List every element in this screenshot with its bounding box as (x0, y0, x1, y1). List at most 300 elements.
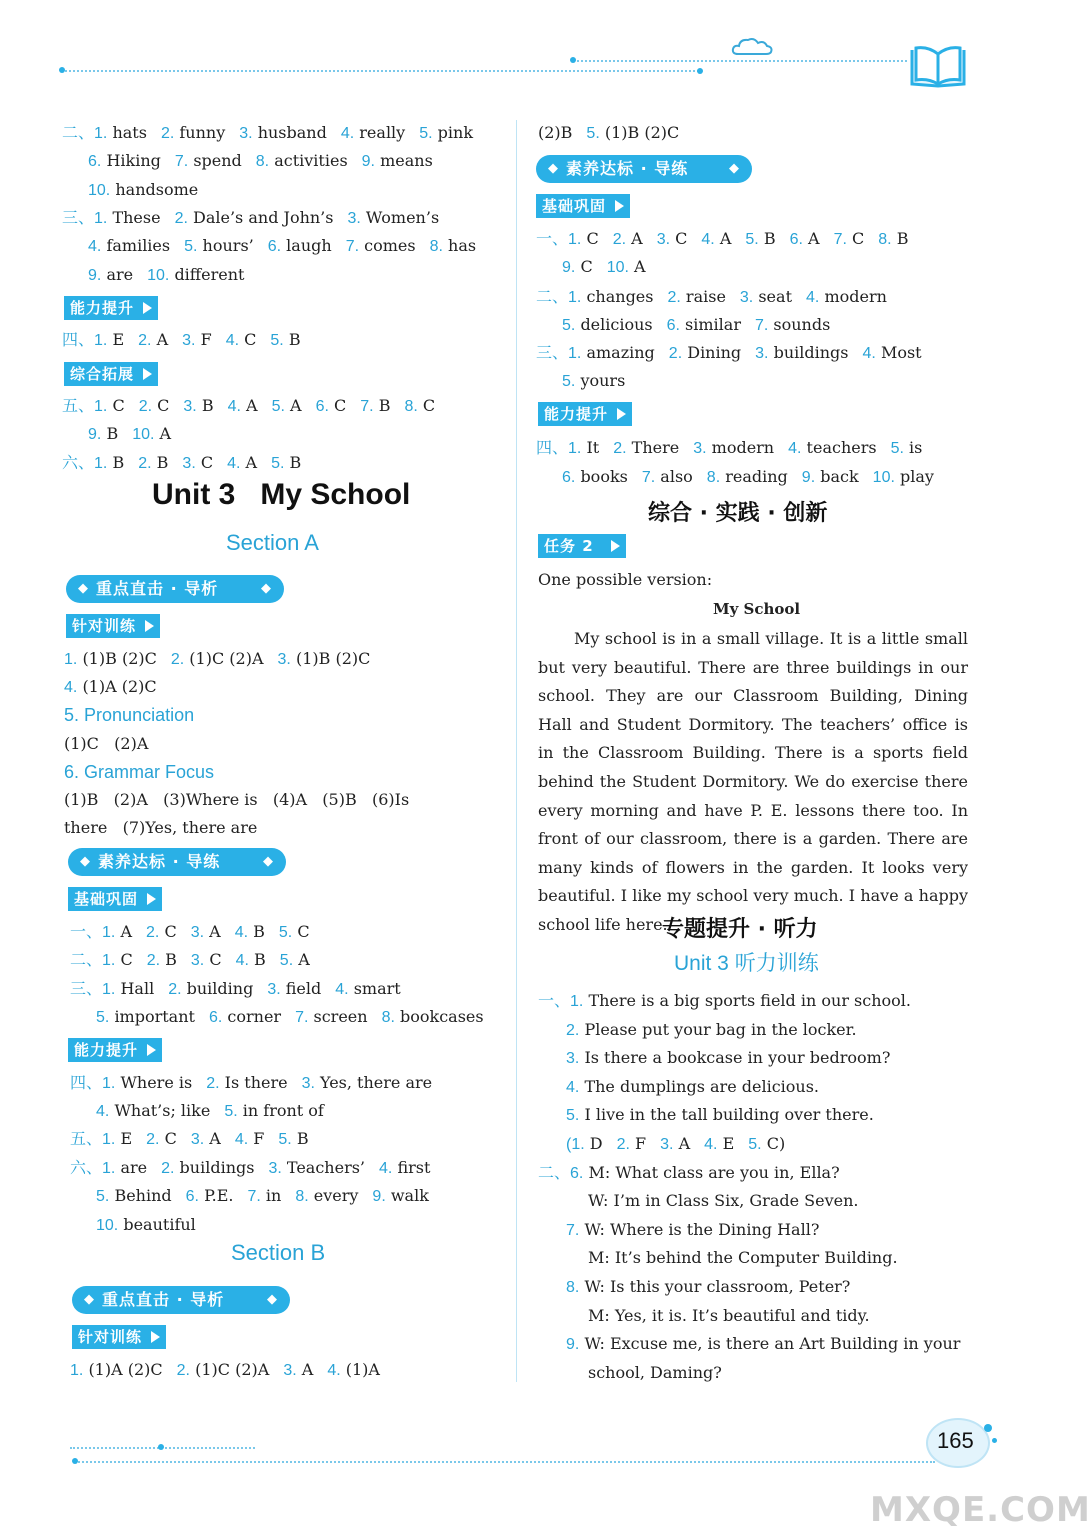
answer-item (268, 236, 332, 255)
answer-text: families (106, 236, 171, 256)
answer-text: B (896, 229, 909, 248)
footer-dot (158, 1444, 164, 1450)
possible-version-label: One possible version: (538, 570, 713, 589)
answer-item (228, 396, 258, 415)
answer-number: 9. (372, 1188, 386, 1206)
answer-text: B (253, 922, 265, 941)
answer-text: Is there (224, 1073, 288, 1092)
answer-text: books (580, 466, 628, 486)
item-number: 4. (566, 1078, 580, 1096)
answer-number: 4. (335, 981, 349, 998)
item-text: The dumplings are delicious. (584, 1076, 820, 1096)
answer-number: 5. (271, 455, 285, 472)
item-number: 5. (566, 1107, 580, 1125)
answer-item (617, 1134, 647, 1153)
answer-text: B (763, 229, 776, 248)
answer-text: activities (274, 151, 348, 171)
dialogue-line (588, 1303, 870, 1329)
answer-text: C (580, 257, 593, 277)
answer-item (88, 424, 118, 443)
answer-line (96, 1212, 210, 1238)
answer-number: 2. (176, 1362, 190, 1379)
answer-item (191, 1129, 221, 1148)
tag-zhendui-xunlian-1: 针对训练 (66, 614, 160, 638)
answer-number: 4. (704, 1136, 718, 1153)
answer-text: C (120, 950, 133, 969)
section-label: 三、 (70, 979, 103, 998)
answer-text: E (112, 330, 125, 349)
answer-text: B (254, 950, 266, 969)
answer-number: 3. (190, 1131, 205, 1148)
answer-number: 4. (701, 231, 715, 248)
answer-text: These (112, 208, 161, 227)
answer-number: 7. (247, 1188, 261, 1206)
answer-text: (1)C (2)A (195, 1360, 270, 1379)
answer-item (235, 922, 265, 941)
answer-text: building (186, 979, 254, 998)
answer-text: pink (437, 123, 474, 142)
answer-number: 5. (278, 1131, 292, 1148)
answer-number: 5. (748, 1136, 762, 1153)
item-number: 9. (566, 1336, 580, 1354)
sa-line-1 (64, 646, 384, 672)
answer-item (568, 229, 599, 248)
answer-number: 3. (283, 1362, 297, 1379)
answer-number: 2. (138, 398, 153, 415)
answer-text: in front of (242, 1101, 324, 1121)
answer-number: 2. (146, 952, 161, 969)
answer-text: F (200, 330, 212, 349)
answer-item (102, 950, 133, 969)
answer-line (62, 393, 449, 419)
answer-item (283, 1360, 313, 1379)
answer-item (102, 1129, 132, 1148)
answer-item (138, 330, 168, 349)
answer-number: 9. (88, 426, 102, 444)
answer-line (70, 1126, 323, 1152)
answer-item (94, 330, 124, 349)
answer-text: modern (711, 438, 775, 457)
answer-text: A (719, 229, 732, 248)
answer-item (327, 1360, 380, 1379)
answer-number: 3. (693, 440, 707, 457)
answer-number: 3. (739, 289, 754, 306)
answer-item (94, 208, 161, 227)
answer-number: 9. (562, 259, 576, 277)
answer-item (239, 123, 327, 142)
answer-text: C) (766, 1134, 786, 1153)
answer-text: (1)B (2)C (82, 649, 157, 668)
answer-item (271, 453, 301, 472)
answer-item (94, 396, 125, 415)
answer-text: C (200, 453, 214, 472)
dialogue-line (588, 1245, 898, 1271)
answer-text: P.E. (204, 1186, 234, 1206)
item-number: 3. (566, 1050, 580, 1068)
answer-text: (1)A (345, 1360, 380, 1379)
answer-text: B (288, 330, 301, 349)
answer-number: 3. (239, 125, 253, 142)
diamond-icon: ◆ (80, 854, 91, 869)
open-book-icon (908, 44, 968, 88)
answer-text: C (586, 229, 599, 248)
answer-item (295, 1007, 368, 1026)
answer-text: A (120, 922, 133, 941)
answer-text: corner (227, 1007, 282, 1027)
answer-item (146, 1129, 177, 1148)
answer-number: (1. (566, 1136, 585, 1153)
answer-text: C (164, 922, 177, 941)
answer-text: delicious (580, 315, 653, 335)
answer-item (227, 453, 257, 472)
answer-text: A (298, 950, 310, 969)
answer-text: E (120, 1129, 133, 1148)
answer-item (745, 229, 775, 248)
answer-item (341, 123, 405, 142)
answer-number: 4. (234, 924, 249, 941)
answer-item (279, 922, 310, 941)
answer-number: 7. (641, 468, 656, 486)
tag-nengli-tisheng-3: 能力提升 (538, 402, 632, 426)
answer-item (660, 1134, 690, 1153)
answer-number: 1. (94, 210, 108, 227)
answer-number: 8. (429, 238, 443, 256)
answer-item (704, 1134, 734, 1153)
answer-text: are (106, 264, 134, 284)
answer-number: 5. (270, 332, 284, 349)
answer-number: 2. (170, 651, 185, 668)
pill-zhongdian-zhiji-1 (66, 575, 284, 603)
answer-item (748, 1134, 785, 1153)
answer-text: B (165, 950, 177, 969)
answer-item (379, 1158, 430, 1177)
answer-number: 7. (174, 153, 189, 171)
answer-item (347, 208, 439, 227)
answer-text: (2)B (538, 123, 573, 142)
answer-item (878, 229, 908, 248)
answer-item (88, 180, 198, 199)
answer-number: 4. (96, 1103, 110, 1121)
answer-text: buildings (773, 343, 849, 362)
answer-line (70, 947, 324, 973)
answer-number: 1. (102, 1160, 116, 1177)
answer-number: 10. (96, 1216, 119, 1234)
answer-item (566, 1134, 603, 1153)
answer-text: (1)B (2)C (604, 123, 680, 142)
answer-line (70, 919, 324, 945)
answer-text: B (378, 396, 391, 415)
answer-number: 4. (225, 332, 240, 349)
tag-zhendui-xunlian-2: 针对训练 (72, 1325, 166, 1349)
column-divider (516, 120, 517, 1382)
sa-line-2 (64, 674, 171, 700)
answer-number: 10. (132, 426, 155, 444)
answer-number: 1. (102, 1131, 116, 1148)
answer-text: screen (313, 1007, 368, 1027)
answer-number: 6. (315, 398, 329, 415)
answer-number: 7. (295, 1009, 309, 1027)
answer-line (62, 205, 453, 231)
answer-item (96, 1007, 195, 1026)
item-number: 7. (566, 1221, 580, 1239)
answer-line (562, 254, 660, 280)
answer-number: 3. (268, 1160, 282, 1177)
section-label: 一、 (536, 229, 569, 248)
answer-number: 10. (606, 259, 629, 277)
answer-line (536, 435, 936, 461)
answer-number: 3. (347, 210, 361, 227)
answer-item (362, 151, 433, 170)
section-label: 三、 (62, 208, 95, 227)
answer-item (669, 343, 741, 362)
answer-text: A (209, 1129, 221, 1148)
answer-text: A (246, 396, 258, 415)
page-number: 165 (937, 1428, 974, 1453)
answer-line (88, 262, 258, 288)
answer-line (562, 368, 639, 394)
answer-text: E (722, 1134, 735, 1153)
answer-number: 2. (138, 455, 152, 472)
section-label: 五、 (62, 396, 95, 415)
answer-item (657, 229, 688, 248)
answer-number: 7. (360, 398, 374, 415)
answer-text: play (900, 466, 934, 486)
answer-number: 6. (267, 238, 282, 256)
diamond-icon: ◆ (548, 161, 559, 176)
answer-number: 1. (94, 332, 108, 349)
answer-number: 2. (613, 440, 627, 457)
answer-item (182, 330, 212, 349)
answer-item (755, 343, 848, 362)
answer-number: 2. (668, 345, 683, 362)
answer-number: 5. (224, 1103, 238, 1121)
answer-text: Dale’s and John’s (193, 208, 334, 227)
answer-item (247, 1186, 281, 1205)
pill-zhongdian-zhiji-2 (72, 1286, 290, 1314)
answer-item (430, 236, 477, 255)
answer-line (70, 1155, 444, 1181)
answer-number: 1. (94, 398, 108, 415)
answer-number: 9. (88, 266, 102, 284)
answer-number: 2. (616, 1136, 630, 1153)
dialogue-text: W: Where is the Dining Hall? (584, 1219, 820, 1239)
answer-number: 4. (227, 455, 241, 472)
answer-item (806, 287, 887, 306)
answer-text: A (808, 229, 820, 248)
answer-text: There (631, 438, 680, 457)
answer-text: Yes, there are (320, 1073, 433, 1092)
answer-item (147, 265, 244, 284)
answer-item (790, 229, 820, 248)
answer-item (346, 236, 416, 255)
diamond-icon: ◆ (267, 1292, 278, 1307)
answer-item (360, 396, 390, 415)
dialogue-text: W: I’m in Class Six, Grade Seven. (588, 1191, 859, 1211)
section-b-heading: Section B (231, 1240, 326, 1265)
answer-item (146, 922, 177, 941)
answer-number: 2. (206, 1075, 220, 1092)
answer-item (102, 1158, 147, 1177)
answer-number: 10. (872, 468, 895, 486)
answer-line (62, 327, 315, 353)
item-text: There is a big sports field in our school. (588, 991, 911, 1010)
answer-item (96, 1215, 196, 1234)
dialogue-line (588, 1360, 722, 1386)
answer-text: every (313, 1186, 359, 1206)
answer-number: 6. (185, 1188, 199, 1206)
tag-jichu-gonggu-1: 基础巩固 (68, 887, 162, 911)
pronunciation-heading: 5. Pronunciation (64, 705, 195, 725)
answer-number: 1. (102, 952, 116, 969)
answer-item (404, 396, 435, 415)
answer-text: A (678, 1134, 691, 1153)
listening-item (566, 1045, 890, 1071)
answer-number: 1. (568, 440, 582, 457)
answer-text: B (156, 453, 169, 472)
answer-item (226, 330, 257, 349)
answer-text: C (334, 396, 347, 415)
answer-item (102, 1073, 192, 1092)
answer-item (186, 1186, 234, 1205)
listening-item (566, 1017, 857, 1043)
answer-text: A (301, 1360, 314, 1379)
cloud-icon (730, 36, 774, 58)
section-label: 四、 (62, 330, 95, 349)
answer-item (382, 1007, 484, 1026)
answer-item (568, 438, 599, 457)
answer-text: are (120, 1158, 148, 1177)
answer-number: 5. (278, 924, 293, 941)
answer-text: is (909, 438, 923, 457)
answer-number: 1. (102, 1075, 116, 1092)
answer-item (88, 265, 133, 284)
answer-item (863, 343, 922, 362)
answer-text: F (253, 1129, 265, 1148)
answer-item (701, 229, 731, 248)
section-label: 二、 (538, 1162, 571, 1182)
answer-text: teachers (806, 438, 877, 457)
listening-answers (566, 1131, 799, 1157)
answer-number: 5. (562, 317, 576, 335)
dialogue-text: M: What class are you in, Ella? (588, 1162, 840, 1182)
section-label: 五、 (70, 1129, 103, 1148)
answer-text: hours’ (202, 236, 254, 256)
unit-title: Unit 3 My School (152, 478, 411, 511)
answer-item (147, 950, 177, 969)
answer-item (161, 1158, 254, 1177)
answer-line (562, 312, 844, 338)
answer-text: funny (179, 123, 226, 142)
answer-number: 1. (94, 125, 108, 142)
answer-text: Where is (120, 1073, 193, 1092)
answer-number: 5. (562, 373, 576, 391)
answer-number: 5. (419, 125, 433, 142)
answer-item (184, 236, 254, 255)
answer-line (536, 340, 936, 366)
answer-number: 2. (146, 924, 160, 941)
answer-item (88, 236, 170, 255)
answer-item (182, 453, 213, 472)
dialogue-text: school, Daming? (588, 1362, 722, 1382)
item-text: I live in the tall building over there. (584, 1105, 874, 1125)
answer-number: 4. (88, 238, 102, 256)
answer-number: 10. (88, 181, 111, 199)
answer-item (224, 1101, 324, 1120)
answer-text: different (174, 264, 245, 284)
answer-line (88, 148, 447, 174)
section-label: 六、 (62, 453, 95, 472)
answer-number: 2. (138, 332, 152, 349)
answer-number: 1. (568, 231, 582, 248)
answer-number: 1. (568, 345, 582, 362)
answer-number: 8. (295, 1188, 309, 1206)
answer-text: hats (112, 123, 147, 142)
answer-number: 6. (562, 468, 576, 486)
section-label: 四、 (536, 438, 569, 457)
answer-item (96, 1186, 172, 1205)
answer-text: C (244, 330, 257, 349)
dialogue-text: W: Is this your classroom, Peter? (584, 1277, 851, 1296)
tag-nengli-tisheng: 能力提升 (64, 296, 158, 320)
answer-number: 2. (161, 1160, 175, 1177)
answer-text: C (209, 950, 222, 969)
answer-line (96, 1183, 443, 1209)
answer-line (96, 1004, 498, 1030)
answer-item (268, 1158, 365, 1177)
answer-text: husband (257, 123, 327, 142)
answer-item (209, 1007, 281, 1026)
answer-number: 4. (806, 289, 820, 306)
tag-renwu-2: 任务 2 (538, 534, 626, 558)
answer-text: yours (580, 371, 626, 391)
answer-item (161, 123, 225, 142)
item-number: 1. (570, 993, 584, 1010)
listening-item (538, 988, 911, 1014)
pill-label: 素养达标 · 导练 (566, 159, 689, 178)
answer-number: 3. (183, 398, 197, 415)
answer-item (707, 467, 788, 486)
answer-text: A (159, 424, 172, 444)
pill-label: 素养达标 · 导练 (98, 852, 221, 871)
answer-item (278, 1129, 308, 1148)
watermark: MXQE.COM (870, 1490, 1091, 1530)
answer-number: 3. (182, 455, 196, 472)
answer-item (834, 229, 865, 248)
answer-number: 5. (96, 1188, 110, 1206)
tag-zonghe-tuozhan: 综合拓展 (64, 362, 158, 386)
section-label: 一、 (70, 922, 103, 941)
answer-item (642, 467, 693, 486)
grammar-answers-2: there (7)Yes, there are (64, 818, 258, 837)
answer-text: A (245, 453, 258, 472)
answer-number: 7. (833, 231, 847, 248)
answer-item (740, 287, 792, 306)
answer-number: 6. (789, 231, 803, 248)
answer-text: A (631, 229, 643, 248)
answer-number: 2. (146, 1131, 160, 1148)
answer-line (536, 226, 922, 252)
answer-item (788, 438, 876, 457)
answer-number: 6. (666, 317, 680, 335)
footer-dotted-line-2 (75, 1461, 935, 1463)
answer-text: handsome (115, 179, 199, 199)
dialogue-line (566, 1274, 850, 1300)
answer-number: 3. (182, 332, 196, 349)
answer-number: 8. (255, 153, 270, 171)
answer-line (88, 421, 185, 447)
answer-item (335, 979, 400, 998)
footer-dot-left (72, 1458, 78, 1464)
